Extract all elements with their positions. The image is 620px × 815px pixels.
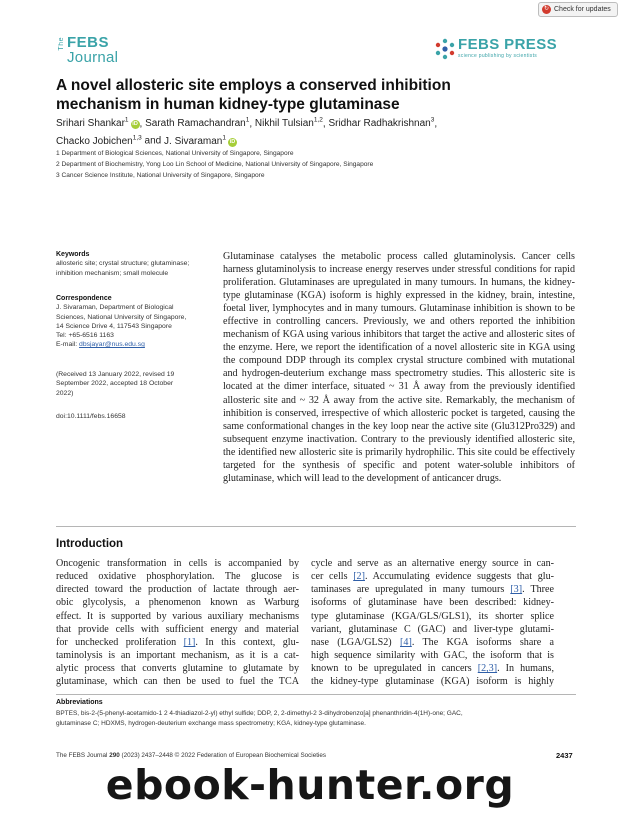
section-divider bbox=[56, 526, 576, 527]
author bbox=[328, 118, 434, 129]
intro-line: directed toward the production of lactate through aer- bbox=[56, 584, 299, 596]
citation-link[interactable]: [4] bbox=[400, 636, 412, 648]
intro-line: for unchecked proliferation [1]. In this context, glu- bbox=[56, 636, 299, 648]
affiliation-2: 2 Department of Biochemistry, Yong Loo Lin School of Medicine, National University of Singapore, Singapore bbox=[56, 161, 374, 168]
intro-line: the kidney-type glutaminase (KGA) isoform is highly bbox=[311, 676, 554, 688]
abbreviations-text bbox=[56, 709, 576, 728]
doi: doi:10.1111/febs.16658 bbox=[56, 413, 126, 420]
author bbox=[56, 118, 140, 129]
email-label: E-mail: bbox=[56, 341, 80, 349]
citation-link[interactable]: [1] bbox=[183, 636, 196, 648]
footer-volume: 290 bbox=[109, 752, 120, 759]
logo-the-text: The bbox=[58, 37, 65, 51]
logo-press-tagline: science publishing by scientists bbox=[458, 53, 538, 59]
intro-line: Oncogenic transformation in cells is accompanied by bbox=[56, 558, 299, 569]
correspondence-line: Sciences, National University of Singapore, bbox=[56, 313, 187, 321]
intro-line: taminolysis is an important mechanism, as it is a cat- bbox=[56, 650, 299, 662]
title-line: A novel allosteric site employs a conserved inhibition bbox=[56, 77, 451, 94]
author-name: Chacko Jobichen bbox=[56, 135, 133, 147]
citation-link[interactable]: [2,3] bbox=[477, 663, 498, 675]
update-icon: ↻ bbox=[543, 6, 550, 12]
author bbox=[255, 118, 323, 129]
abstract-paragraph: Glutaminase catalyses the metabolic process called glutaminolysis. Cancer cells harness glutaminolysis to increase energy reserves under stressful conditions for rapid proliferation. Glutaminases are upregulated in many tumours. In humans, the kidney-type glutaminase (KGA) isoform is highly expressed in the kidney, brain, intestine, foetal liver, lymphocytes and in many tumours. Glutaminase inhibition is shown to be effective in controlling cancers. Previously, we and others reported the inhibition mechanism of KGA using various inhibitors that target the active and allosteric sites of the enzyme. Here, we report the identification of a novel allosteric site in KGA using the compound DDP through its complex crystal structure combined with mutational and hydrogen-deuterium exchange mass spectrometry studies. This allosteric site is located at the dimer interface, situated ~ 31 Å away from the previously identified allosteric site and ~ 32 Å away from the active site. Remarkably, the mechanism of inhibition is conserved, irrespective of which allosteric pocket is targeted, causing the same conformational changes in the key loop near the active site (Glu312Pro329) and subsequent enzyme inactivation. Contrary to the previously identified allosteric site, the identified new allosteric site is primarily hydrophilic. This site could be effectively targeted for the synthesis of specific and potent water-soluble inhibitors of glutaminase, which will lead to the development of anticancer drugs. bbox=[223, 251, 575, 484]
correspondence-block bbox=[56, 294, 216, 350]
intro-line: effect. It is supported by various auxiliary mechanisms bbox=[56, 610, 299, 622]
check-for-updates-label: Check for updates bbox=[554, 6, 611, 13]
intro-line: cer cells [2]. Accumulating evidence suggests that glu- bbox=[311, 571, 554, 583]
received-line: 2022) bbox=[56, 389, 74, 397]
keywords-heading: Keywords bbox=[56, 251, 90, 258]
intro-line: variant, glutaminase C (GAC) and liver-type glutami- bbox=[311, 623, 554, 635]
keywords-block bbox=[56, 250, 216, 278]
logo-press-text: FEBS PRESS bbox=[458, 36, 558, 53]
title-line: mechanism in human kidney-type glutaminase bbox=[56, 96, 400, 113]
author-name: Sarath Ramachandran bbox=[145, 118, 246, 130]
author-name: Nikhil Tulsian bbox=[254, 118, 314, 130]
footer-journal: The FEBS Journal bbox=[56, 752, 110, 759]
introduction-heading: Introduction bbox=[56, 538, 124, 550]
intro-line: cycle and serve as an alternative energy source in can- bbox=[311, 558, 554, 569]
keywords-line: inhibition mechanism; small molecule bbox=[56, 269, 169, 277]
orcid-icon[interactable]: iD bbox=[229, 138, 236, 145]
citation-link[interactable]: [2] bbox=[353, 571, 365, 583]
intro-line: known to be upregulated in cancers [2,3]. In humans, bbox=[311, 663, 554, 675]
received-line: (Received 13 January 2022, revised 19 bbox=[56, 371, 175, 378]
author-affiliation-mark: 1 bbox=[245, 117, 250, 124]
introduction-column-left bbox=[56, 557, 299, 689]
page-number: 2437 bbox=[556, 751, 573, 760]
logo-febs-text: FEBS bbox=[67, 34, 110, 51]
intro-line: type glutaminase (KGA/GLS/GLS1), its shorter splice bbox=[311, 610, 554, 622]
author-name: J. Sivaraman bbox=[164, 135, 223, 147]
febs-press-logo bbox=[434, 36, 574, 66]
author-affiliation-mark: 3 bbox=[430, 117, 435, 124]
abbreviations-heading: Abbreviations bbox=[56, 699, 103, 706]
watermark: ebook-hunter.org bbox=[105, 761, 515, 809]
author bbox=[145, 118, 249, 129]
abbreviations-line: BPTES, bis-2-(5-phenyl-acetamido-1 2 4-thiadiazol-2-yl) ethyl sulfide; DDP, 2, 2-dimethyl-2 3-dihydrobenzo[a] phenanthridin-4(1H)-one; GAC, bbox=[56, 710, 463, 717]
abstract bbox=[223, 250, 575, 485]
intro-line: reduced oxidative phosphorylation. The glucose is bbox=[56, 571, 299, 583]
author-affiliation-mark: 1 bbox=[124, 117, 129, 124]
correspondence-line: Tel: +65-6516 1163 bbox=[56, 332, 114, 340]
article-title bbox=[56, 76, 576, 114]
author-list: Srihari Shankar$^1$iD , Sarath Ramachandran$^1$, Nikhil Tulsian$^{1,2}$, Sridhar Radhakrishnan$^3$, Chacko Jobichen$^{1,3}$ and J. Sivaraman$^1$iD bbox=[56, 117, 438, 147]
received-block bbox=[56, 370, 216, 398]
intro-line: glutaminase, which can then be used to fuel the TCA bbox=[56, 676, 299, 688]
logo-journal-text: Journal bbox=[67, 49, 119, 66]
intro-line: isoforms of glutaminase have been described: kidney- bbox=[311, 597, 554, 609]
correspondence-line: J. Sivaraman, Department of Biological bbox=[56, 304, 174, 312]
affiliation-1: 1 Department of Biological Sciences, National University of Singapore, Singapore bbox=[56, 150, 294, 157]
intro-line: that provide cells with sufficient energy and material bbox=[56, 623, 299, 635]
author-affiliation-mark: 1,2 bbox=[313, 117, 323, 124]
author-name: Srihari Shankar bbox=[56, 118, 125, 130]
abbreviations-divider bbox=[56, 694, 576, 695]
correspondence-line: 14 Science Drive 4, 117543 Singapore bbox=[56, 322, 172, 330]
email-line bbox=[56, 340, 216, 349]
affiliation-3: 3 Cancer Science Institute, National University of Singapore, Singapore bbox=[56, 172, 265, 179]
author-name: Sridhar Radhakrishnan bbox=[328, 118, 431, 130]
febs-press-dots-icon bbox=[434, 38, 456, 60]
intro-line: alytic process that converts glutamine to glutamate by bbox=[56, 663, 299, 675]
intro-line: obic glycolysis, a phenomenon known as Warburg bbox=[56, 597, 299, 609]
check-for-updates-button[interactable] bbox=[538, 2, 618, 17]
introduction-column-right bbox=[311, 557, 554, 689]
received-line: September 2022, accepted 18 October bbox=[56, 380, 174, 388]
orcid-icon[interactable]: iD bbox=[132, 121, 138, 128]
intro-line: taminases are upregulated in many tumours [3]. Three bbox=[311, 584, 554, 596]
abbreviations-line: glutaminase C; HDXMS, hydrogen-deuterium exchange mass spectrometry; KGA, kidney-type glutaminase. bbox=[56, 719, 366, 727]
author-affiliation-mark: 1 bbox=[222, 134, 226, 142]
febs-journal-logo bbox=[58, 34, 128, 68]
author-affiliation-mark: 1,3 bbox=[132, 134, 142, 142]
author bbox=[56, 136, 142, 147]
correspondence-heading: Correspondence bbox=[56, 295, 112, 302]
author bbox=[164, 136, 237, 147]
citation-link[interactable]: [3] bbox=[510, 584, 523, 596]
keywords-line: allosteric site; crystal structure; glutaminase; bbox=[56, 260, 190, 268]
footer-copyright: (2023) 2437–2448 © 2022 Federation of European Biochemical Societies bbox=[119, 752, 326, 759]
footer-citation bbox=[56, 752, 326, 759]
intro-line: high sequence similarity with GAC, the isoform that is bbox=[311, 650, 554, 662]
intro-line: nase (LGA/GLS2) [4]. The KGA isoforms share a bbox=[311, 636, 554, 648]
email-link[interactable]: dbsjayar@nus.edu.sg bbox=[79, 341, 145, 349]
